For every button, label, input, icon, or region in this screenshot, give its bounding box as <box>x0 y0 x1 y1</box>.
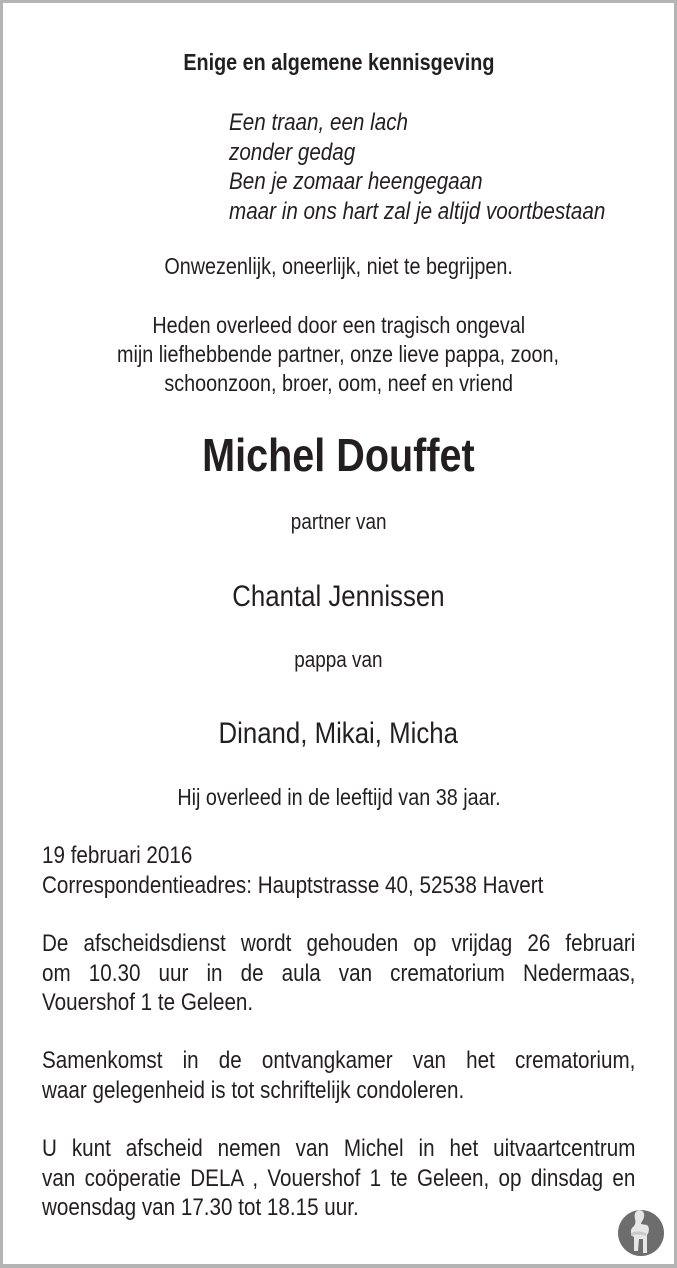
viewing-line: U kunt afscheid nemen van Michel in het uitvaartcentrum <box>42 1135 636 1162</box>
service-paragraph <box>42 929 635 1018</box>
viewing-line: woensdag van 17.30 tot 18.15 uur. <box>42 1194 359 1221</box>
announcement-line: mijn liefhebbende partner, onze lieve pappa, zoon, <box>117 341 560 367</box>
notice-date: 19 februari 2016 <box>42 842 193 869</box>
announcement-line: schoonzoon, broer, oom, neef en vriend <box>164 370 513 396</box>
gathering-paragraph <box>42 1046 635 1105</box>
children-names: Dinand, Mikai, Micha <box>218 717 459 750</box>
announcement-line: Heden overleed door een tragisch ongeval <box>152 312 525 338</box>
poem-line: zonder gedag <box>229 138 356 166</box>
poem-line: Ben je zomaar heengegaan <box>229 168 483 195</box>
notice-heading: Enige en algemene kennisgeving <box>182 49 495 75</box>
poem-line: maar in ons hart zal je altijd voortbestaan <box>229 197 606 225</box>
partner-label: partner van <box>290 509 387 534</box>
viewing-line: van coöperatie DELA , Vouershof 1 te Geleen, op dinsdag en <box>42 1164 636 1192</box>
date-and-address <box>42 841 635 900</box>
service-line: Vouershof 1 te Geleen. <box>42 989 254 1016</box>
gathering-line: waar gelegenheid is tot schriftelijk condoleren. <box>42 1076 465 1104</box>
viewing-paragraph <box>42 1134 635 1223</box>
correspondence-address: Correspondentieadres: Hauptstrasse 40, 52538 Havert <box>42 871 544 899</box>
poem <box>229 108 667 226</box>
service-line: om 10.30 uur in de aula van crematorium Nedermaas, <box>42 959 636 987</box>
partner-name: Chantal Jennissen <box>232 580 445 613</box>
age-statement: Hij overleed in de leeftijd van 38 jaar. <box>176 784 501 810</box>
embracing-figures-logo-icon <box>617 1207 665 1257</box>
service-line: De afscheidsdienst wordt gehouden op vrijdag 26 februari <box>42 930 636 957</box>
deceased-name: Michel Douffet <box>202 429 475 481</box>
intro-text: Onwezenlijk, oneerlijk, niet te begrijpen. <box>164 253 513 279</box>
poem-line: Een traan, een lach <box>229 109 409 136</box>
children-label: pappa van <box>294 647 383 672</box>
gathering-line: Samenkomst in de ontvangkamer van het crematorium, <box>42 1047 636 1074</box>
